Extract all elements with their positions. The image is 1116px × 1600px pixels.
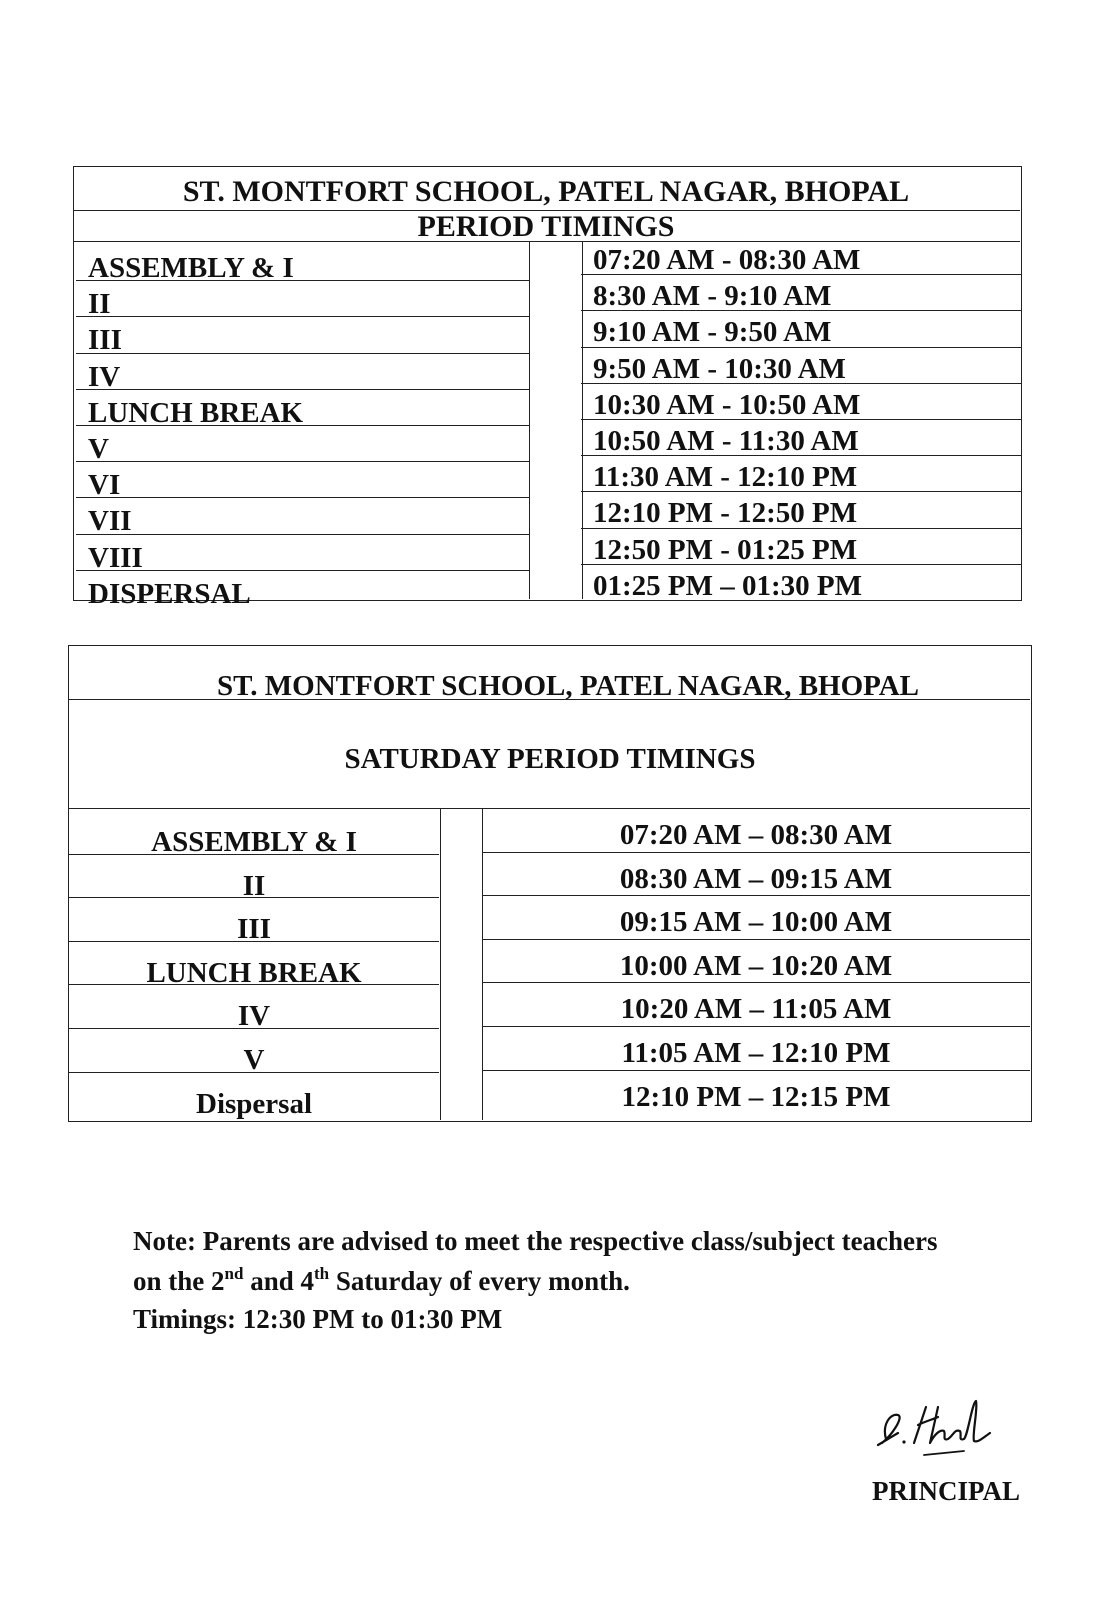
- saturday-period-label: III: [237, 913, 271, 946]
- weekday-period-time: 10:30 AM - 10:50 AM: [593, 388, 861, 421]
- saturday-row-divider: [482, 939, 1030, 940]
- saturday-row-divider: [69, 1028, 439, 1029]
- weekday-period-time: 11:30 AM - 12:10 PM: [593, 461, 858, 494]
- saturday-period-time: 10:20 AM – 11:05 AM: [620, 993, 892, 1026]
- principal-title: PRINCIPAL: [872, 1476, 1020, 1506]
- saturday-row-divider: [69, 941, 439, 942]
- saturday-heading: SATURDAY PERIOD TIMINGS: [344, 743, 756, 775]
- note-line-2-suffix: Saturday of every month.: [329, 1266, 630, 1296]
- saturday-school-name: ST. MONTFORT SCHOOL, PATEL NAGAR, BHOPAL: [216, 670, 920, 702]
- weekday-row-divider: [581, 310, 1022, 311]
- weekday-row-divider: [76, 353, 529, 354]
- saturday-row-divider: [69, 897, 439, 898]
- weekday-row-divider: [581, 347, 1022, 348]
- saturday-period-label: Dispersal: [196, 1087, 312, 1120]
- weekday-period-label: VIII: [88, 541, 143, 574]
- weekday-row-divider: [76, 316, 529, 317]
- weekday-period-time: 8:30 AM - 9:10 AM: [593, 280, 832, 313]
- note-line-2: [133, 1264, 630, 1296]
- note-sup-nd: nd: [224, 1264, 244, 1283]
- weekday-period-time: 12:50 PM - 01:25 PM: [593, 533, 858, 566]
- saturday-row-divider: [482, 1070, 1030, 1071]
- note-line-1: Note: Parents are advised to meet the respective class/subject teachers: [133, 1226, 938, 1256]
- weekday-divider: [582, 241, 583, 599]
- saturday-period-label: V: [243, 1044, 265, 1076]
- weekday-row-divider: [76, 280, 529, 281]
- weekday-row-divider: [76, 497, 529, 498]
- saturday-period-time: 08:30 AM – 09:15 AM: [619, 862, 893, 895]
- weekday-row-divider: [76, 570, 529, 571]
- weekday-period-label: VI: [88, 469, 121, 502]
- weekday-heading: PERIOD TIMINGS: [417, 210, 675, 243]
- weekday-school-name: ST. MONTFORT SCHOOL, PATEL NAGAR, BHOPAL: [182, 175, 910, 208]
- saturday-period-label: ASSEMBLY & I: [151, 826, 357, 858]
- note-line-3: Timings: 12:30 PM to 01:30 PM: [133, 1304, 503, 1334]
- principal-signature: [868, 1395, 998, 1461]
- saturday-row-divider: [69, 1072, 439, 1073]
- weekday-period-label: LUNCH BREAK: [88, 396, 304, 429]
- saturday-row-divider: [482, 895, 1030, 896]
- weekday-row-divider: [76, 461, 529, 462]
- weekday-row-divider: [581, 455, 1022, 456]
- saturday-period-time: 11:05 AM – 12:10 PM: [621, 1037, 891, 1069]
- weekday-period-label: II: [88, 288, 111, 321]
- weekday-period-time: 9:50 AM - 10:30 AM: [593, 352, 846, 385]
- saturday-row-divider: [482, 852, 1030, 853]
- weekday-row-divider: [76, 534, 529, 535]
- saturday-period-time: 07:20 AM – 08:30 AM: [619, 819, 893, 851]
- saturday-period-time: 09:15 AM – 10:00 AM: [619, 906, 893, 939]
- weekday-row-divider: [76, 425, 529, 426]
- saturday-period-label: II: [242, 869, 266, 902]
- weekday-divider: [529, 241, 530, 599]
- weekday-period-time: 07:20 AM - 08:30 AM: [593, 244, 861, 276]
- weekday-row-divider: [76, 389, 529, 390]
- saturday-row-divider: [482, 1026, 1030, 1027]
- weekday-row-divider: [581, 419, 1022, 420]
- saturday-divider: [69, 808, 1030, 809]
- note-sup-th: th: [313, 1264, 330, 1283]
- weekday-period-time: 10:50 AM - 11:30 AM: [593, 425, 859, 457]
- weekday-row-divider: [581, 491, 1022, 492]
- saturday-divider: [440, 808, 441, 1120]
- weekday-period-label: VII: [88, 505, 132, 538]
- note-line-2-prefix: on the 2: [133, 1266, 225, 1296]
- saturday-period-time: 12:10 PM – 12:15 PM: [621, 1080, 891, 1113]
- saturday-period-time: 10:00 AM – 10:20 AM: [619, 949, 893, 982]
- saturday-period-label: LUNCH BREAK: [146, 956, 362, 989]
- saturday-row-divider: [482, 982, 1030, 983]
- weekday-period-time: 9:10 AM - 9:50 AM: [593, 316, 832, 349]
- weekday-period-label: DISPERSAL: [88, 577, 251, 610]
- weekday-row-divider: [581, 564, 1022, 565]
- weekday-row-divider: [581, 528, 1022, 529]
- weekday-period-label: IV: [88, 360, 121, 393]
- weekday-row-divider: [581, 383, 1022, 384]
- weekday-period-time: 12:10 PM - 12:50 PM: [593, 497, 858, 530]
- note-line-2-mid: and 4: [243, 1266, 314, 1296]
- weekday-row-divider: [581, 274, 1022, 275]
- weekday-period-label: III: [88, 324, 122, 357]
- saturday-period-label: IV: [237, 1000, 271, 1033]
- weekday-period-time: 01:25 PM – 01:30 PM: [593, 569, 862, 602]
- saturday-row-divider: [69, 854, 439, 855]
- weekday-period-label: V: [88, 433, 109, 465]
- saturday-row-divider: [69, 984, 439, 985]
- weekday-period-label: ASSEMBLY & I: [88, 252, 294, 284]
